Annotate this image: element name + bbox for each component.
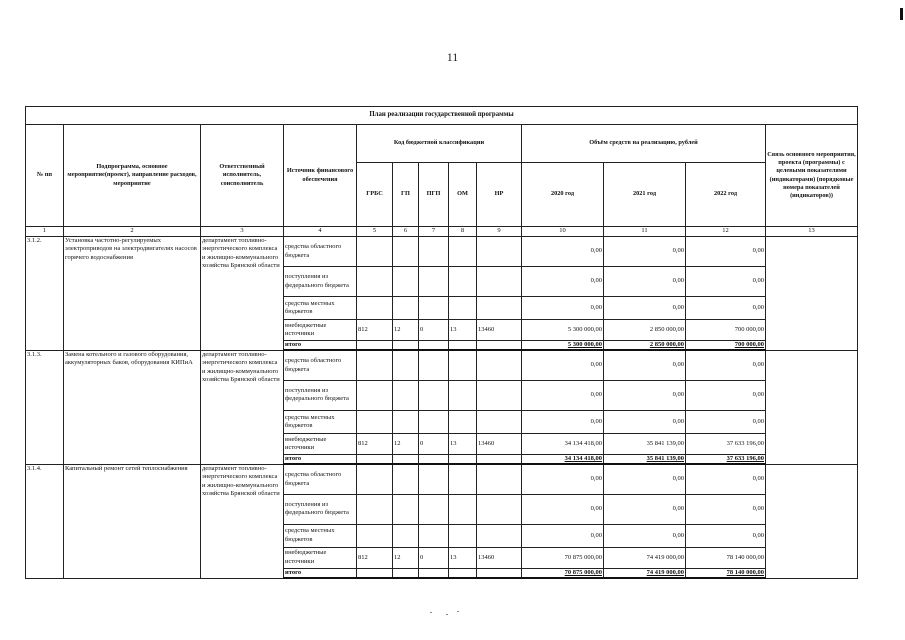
- code-grbs: 812: [357, 433, 393, 454]
- total-label: итого: [284, 341, 357, 351]
- code-pgp: 0: [419, 433, 449, 454]
- header-gp: ГП: [393, 163, 419, 227]
- column-number: 10: [522, 227, 604, 237]
- code-grbs: [357, 524, 393, 547]
- code-gp: [393, 350, 419, 380]
- code-gp: [393, 410, 419, 433]
- header-budget-code: Код бюджетной классификации: [357, 125, 522, 163]
- code-gp: [393, 524, 419, 547]
- amount-2021: 0,00: [604, 267, 686, 297]
- code-gp: 12: [393, 320, 419, 341]
- amount-2020: 0,00: [522, 267, 604, 297]
- amount-2022: 0,00: [686, 464, 766, 494]
- code-nr: [477, 350, 522, 380]
- table-title: План реализации государственной программы: [26, 107, 858, 125]
- funding-source: поступления из федерального бюджета: [284, 380, 357, 410]
- amount-2021: 2 850 000,00: [604, 320, 686, 341]
- code-pgp: [419, 350, 449, 380]
- total-code-cell: [477, 568, 522, 578]
- amount-2022: 0,00: [686, 494, 766, 524]
- total-code-cell: [449, 341, 477, 351]
- code-pgp: [419, 410, 449, 433]
- amount-2022: 0,00: [686, 297, 766, 320]
- amount-2022: 78 140 000,00: [686, 547, 766, 568]
- funding-source: средства местных бюджетов: [284, 410, 357, 433]
- code-gp: 12: [393, 547, 419, 568]
- amount-2022: 0,00: [686, 410, 766, 433]
- header-source: Источник финансового обеспечения: [284, 125, 357, 227]
- header-year-2021: 2021 год: [604, 163, 686, 227]
- code-om: 13: [449, 320, 477, 341]
- amount-2022: 0,00: [686, 380, 766, 410]
- code-om: [449, 297, 477, 320]
- amount-2022: 0,00: [686, 267, 766, 297]
- code-om: [449, 237, 477, 267]
- funding-source: внебюджетные источники: [284, 433, 357, 454]
- column-number: 5: [357, 227, 393, 237]
- executor: департамент топливно-энергетического комплекса и жилищно-коммунального хозяйства Брянской области: [201, 464, 284, 578]
- amount-2022: 0,00: [686, 350, 766, 380]
- code-gp: [393, 380, 419, 410]
- header-num: № пп: [26, 125, 64, 227]
- total-2021: 2 850 000,00: [604, 341, 686, 351]
- amount-2021: 0,00: [604, 297, 686, 320]
- total-2022: 37 633 196,00: [686, 454, 766, 464]
- measure-name: Капитальный ремонт сетей теплоснабжения: [64, 464, 201, 578]
- amount-2022: 700 000,00: [686, 320, 766, 341]
- row-number: 3.1.3.: [26, 350, 64, 464]
- funding-source: средства областного бюджета: [284, 464, 357, 494]
- column-number: 8: [449, 227, 477, 237]
- total-code-cell: [357, 454, 393, 464]
- amount-2021: 0,00: [604, 410, 686, 433]
- page-number: 11: [446, 50, 459, 64]
- measure-name: Установка частотно-регулируемых электроприводов на электродвигателях насосов горячего водоснабжения: [64, 237, 201, 351]
- code-gp: [393, 267, 419, 297]
- code-nr: [477, 410, 522, 433]
- total-label: итого: [284, 568, 357, 578]
- table-row: [26, 237, 858, 267]
- header-year-2022: 2022 год: [686, 163, 766, 227]
- amount-2022: 37 633 196,00: [686, 433, 766, 454]
- header-pgp: ПГП: [419, 163, 449, 227]
- code-pgp: 0: [419, 547, 449, 568]
- code-pgp: [419, 267, 449, 297]
- code-nr: [477, 237, 522, 267]
- column-number: 3: [201, 227, 284, 237]
- total-code-cell: [419, 454, 449, 464]
- code-pgp: [419, 524, 449, 547]
- amount-2020: 34 134 418,00: [522, 433, 604, 454]
- header-executor: Ответственный исполнитель, соисполнитель: [201, 125, 284, 227]
- total-2020: 34 134 418,00: [522, 454, 604, 464]
- total-code-cell: [449, 568, 477, 578]
- code-grbs: [357, 267, 393, 297]
- code-gp: [393, 464, 419, 494]
- total-2020: 5 300 000,00: [522, 341, 604, 351]
- amount-2020: 70 875 000,00: [522, 547, 604, 568]
- code-pgp: [419, 494, 449, 524]
- amount-2021: 0,00: [604, 237, 686, 267]
- total-code-cell: [357, 568, 393, 578]
- amount-2021: 0,00: [604, 380, 686, 410]
- code-grbs: [357, 297, 393, 320]
- code-grbs: [357, 410, 393, 433]
- total-code-cell: [419, 341, 449, 351]
- code-om: [449, 267, 477, 297]
- table-row: [26, 350, 858, 380]
- indicator-link: [766, 464, 858, 578]
- column-number: 6: [393, 227, 419, 237]
- code-om: [449, 524, 477, 547]
- total-label: итого: [284, 454, 357, 464]
- table-body: [26, 237, 858, 579]
- funding-source: внебюджетные источники: [284, 547, 357, 568]
- amount-2021: 0,00: [604, 464, 686, 494]
- total-code-cell: [393, 454, 419, 464]
- total-code-cell: [393, 341, 419, 351]
- header-volume: Объём средств на реализацию, рублей: [522, 125, 766, 163]
- column-number: 7: [419, 227, 449, 237]
- measure-name: Замена котельного и газового оборудования, аккумуляторных баков, оборудования КИПиА: [64, 350, 201, 464]
- amount-2020: 0,00: [522, 524, 604, 547]
- amount-2021: 35 841 139,00: [604, 433, 686, 454]
- code-pgp: 0: [419, 320, 449, 341]
- row-number: 3.1.4.: [26, 464, 64, 578]
- code-gp: 12: [393, 433, 419, 454]
- code-pgp: [419, 380, 449, 410]
- code-grbs: [357, 494, 393, 524]
- code-om: [449, 410, 477, 433]
- funding-source: средства местных бюджетов: [284, 297, 357, 320]
- amount-2021: 0,00: [604, 494, 686, 524]
- program-plan-table: [25, 106, 858, 579]
- scan-speck: [446, 614, 448, 615]
- amount-2021: 0,00: [604, 524, 686, 547]
- funding-source: средства местных бюджетов: [284, 524, 357, 547]
- code-om: [449, 380, 477, 410]
- header-om: ОМ: [449, 163, 477, 227]
- amount-2020: 0,00: [522, 410, 604, 433]
- header-grbs: ГРБС: [357, 163, 393, 227]
- column-number: 9: [477, 227, 522, 237]
- total-code-cell: [393, 568, 419, 578]
- amount-2022: 0,00: [686, 237, 766, 267]
- funding-source: поступления из федерального бюджета: [284, 267, 357, 297]
- amount-2020: 5 300 000,00: [522, 320, 604, 341]
- scan-edge-mark: [900, 8, 903, 20]
- code-om: [449, 494, 477, 524]
- amount-2022: 0,00: [686, 524, 766, 547]
- code-pgp: [419, 464, 449, 494]
- header-link: Связь основного мероприятия, проекта (программы) с целевыми показателями (индикаторами) (порядковые номера показателей (индикаторов)): [766, 125, 858, 227]
- header-year-2020: 2020 год: [522, 163, 604, 227]
- code-grbs: 812: [357, 320, 393, 341]
- code-nr: 13460: [477, 433, 522, 454]
- code-nr: [477, 267, 522, 297]
- code-om: [449, 350, 477, 380]
- total-code-cell: [449, 454, 477, 464]
- code-gp: [393, 237, 419, 267]
- column-number: 4: [284, 227, 357, 237]
- code-grbs: [357, 380, 393, 410]
- code-nr: [477, 380, 522, 410]
- executor: департамент топливно-энергетического комплекса и жилищно-коммунального хозяйства Брянской области: [201, 237, 284, 351]
- indicator-link: [766, 350, 858, 464]
- total-2022: 78 140 000,00: [686, 568, 766, 578]
- funding-source: средства областного бюджета: [284, 350, 357, 380]
- scan-speck: [457, 611, 459, 612]
- code-gp: [393, 494, 419, 524]
- amount-2021: 0,00: [604, 350, 686, 380]
- total-2020: 70 875 000,00: [522, 568, 604, 578]
- code-pgp: [419, 237, 449, 267]
- total-code-cell: [419, 568, 449, 578]
- code-om: [449, 464, 477, 494]
- total-2021: 35 841 139,00: [604, 454, 686, 464]
- code-nr: [477, 524, 522, 547]
- code-gp: [393, 297, 419, 320]
- code-grbs: [357, 350, 393, 380]
- indicator-link: [766, 237, 858, 351]
- column-number: 11: [604, 227, 686, 237]
- total-2022: 700 000,00: [686, 341, 766, 351]
- column-number: 12: [686, 227, 766, 237]
- funding-source: поступления из федерального бюджета: [284, 494, 357, 524]
- header-nr: НР: [477, 163, 522, 227]
- header-program: Подпрограмма, основное мероприятие(проект), направление расходов, мероприятие: [64, 125, 201, 227]
- code-nr: 13460: [477, 547, 522, 568]
- funding-source: внебюджетные источники: [284, 320, 357, 341]
- total-code-cell: [357, 341, 393, 351]
- amount-2020: 0,00: [522, 350, 604, 380]
- column-number: 2: [64, 227, 201, 237]
- row-number: 3.1.2.: [26, 237, 64, 351]
- executor: департамент топливно-энергетического комплекса и жилищно-коммунального хозяйства Брянской области: [201, 350, 284, 464]
- scan-speck: [430, 612, 432, 613]
- amount-2020: 0,00: [522, 494, 604, 524]
- code-om: 13: [449, 433, 477, 454]
- amount-2020: 0,00: [522, 297, 604, 320]
- amount-2020: 0,00: [522, 464, 604, 494]
- code-nr: [477, 464, 522, 494]
- amount-2020: 0,00: [522, 237, 604, 267]
- code-nr: [477, 494, 522, 524]
- amount-2021: 74 419 000,00: [604, 547, 686, 568]
- code-nr: [477, 297, 522, 320]
- code-grbs: [357, 237, 393, 267]
- column-number: 13: [766, 227, 858, 237]
- total-code-cell: [477, 341, 522, 351]
- total-2021: 74 419 000,00: [604, 568, 686, 578]
- table-row: [26, 464, 858, 494]
- code-pgp: [419, 297, 449, 320]
- column-number: 1: [26, 227, 64, 237]
- code-grbs: 812: [357, 547, 393, 568]
- code-grbs: [357, 464, 393, 494]
- funding-source: средства областного бюджета: [284, 237, 357, 267]
- total-code-cell: [477, 454, 522, 464]
- code-om: 13: [449, 547, 477, 568]
- amount-2020: 0,00: [522, 380, 604, 410]
- code-nr: 13460: [477, 320, 522, 341]
